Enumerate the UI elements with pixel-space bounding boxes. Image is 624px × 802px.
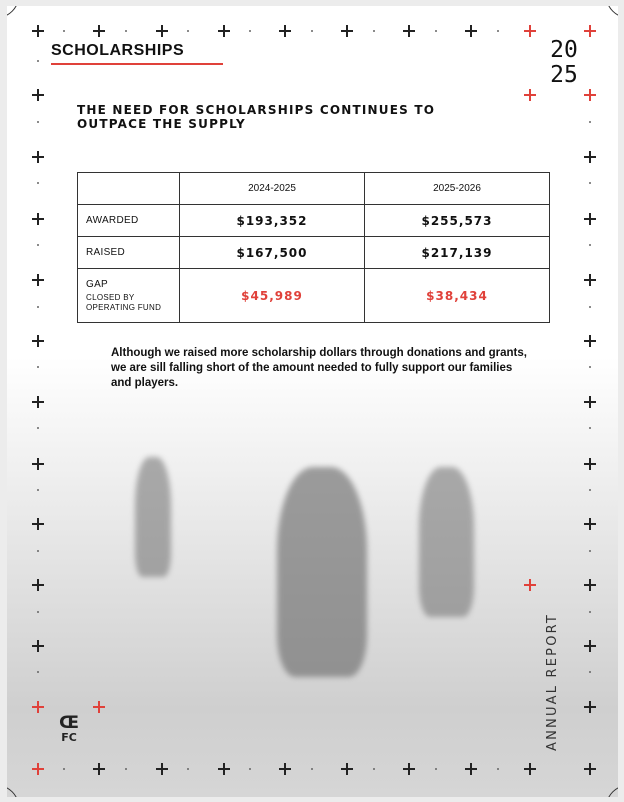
cross-mark [584, 151, 596, 163]
row-sublabel: CLOSED BY OPERATING FUND [86, 292, 162, 312]
guide-dot [37, 306, 39, 308]
guide-dot [37, 489, 39, 491]
guide-dot [589, 671, 591, 673]
cross-mark [584, 335, 596, 347]
table-row [78, 205, 550, 237]
table-header-row [78, 173, 550, 205]
cross-mark [32, 335, 44, 347]
guide-dot [311, 768, 313, 770]
cross-mark [32, 89, 44, 101]
guide-dot [589, 121, 591, 123]
row-label: AWARDED [78, 205, 180, 237]
year-bottom: 25 [550, 62, 578, 88]
table-cell: $193,352 [180, 205, 365, 237]
guide-dot [589, 427, 591, 429]
section-title-underline [51, 63, 223, 65]
report-year [547, 38, 581, 88]
guide-dot [37, 427, 39, 429]
cross-mark [465, 763, 477, 775]
guide-dot [589, 489, 591, 491]
cross-mark [403, 25, 415, 37]
cross-mark [584, 640, 596, 652]
row-label: RAISED [78, 237, 180, 269]
cross-mark [524, 579, 536, 591]
table-cell: $167,500 [180, 237, 365, 269]
cross-mark [156, 25, 168, 37]
guide-dot [373, 30, 375, 32]
report-page [7, 6, 618, 797]
guide-dot [37, 611, 39, 613]
guide-dot [187, 768, 189, 770]
guide-dot [37, 671, 39, 673]
guide-dot [63, 768, 65, 770]
guide-dot [589, 550, 591, 552]
cross-mark [584, 458, 596, 470]
cross-mark [32, 640, 44, 652]
guide-dot [37, 121, 39, 123]
corner-mark [7, 6, 19, 18]
cross-mark [584, 579, 596, 591]
table-cell: $38,434 [365, 269, 550, 323]
column-header: 2025-2026 [365, 173, 550, 205]
guide-dot [37, 60, 39, 62]
player-silhouette [419, 467, 474, 617]
cross-mark [32, 396, 44, 408]
page-headline: THE NEED FOR SCHOLARSHIPS CONTINUES TO OUTPACE THE SUPPLY [77, 103, 436, 131]
guide-dot [125, 30, 127, 32]
cross-mark [403, 763, 415, 775]
annual-report-label: ANNUAL REPORT [545, 612, 560, 751]
player-silhouette [135, 457, 171, 577]
club-logo [58, 714, 80, 744]
guide-dot [373, 768, 375, 770]
cross-mark [584, 89, 596, 101]
cross-mark [341, 763, 353, 775]
cross-mark [279, 763, 291, 775]
cross-mark [465, 25, 477, 37]
guide-dot [589, 182, 591, 184]
logo-mark: Œ [59, 713, 79, 733]
cross-mark [584, 274, 596, 286]
guide-dot [589, 306, 591, 308]
cross-mark [524, 763, 536, 775]
guide-dot [497, 30, 499, 32]
guide-dot [249, 768, 251, 770]
cross-mark [584, 763, 596, 775]
table-cell: $45,989 [180, 269, 365, 323]
cross-mark [156, 763, 168, 775]
corner-mark [606, 6, 618, 18]
guide-dot [589, 244, 591, 246]
cross-mark [32, 458, 44, 470]
body-paragraph: Although we raised more scholarship dollars through donations and grants, we are sill falling short of the amount needed to fully support our families and players. [111, 347, 527, 389]
table-corner-cell [78, 173, 180, 205]
guide-dot [249, 30, 251, 32]
guide-dot [37, 366, 39, 368]
guide-dot [589, 611, 591, 613]
guide-dot [311, 30, 313, 32]
row-label [78, 269, 180, 323]
guide-dot [37, 550, 39, 552]
cross-mark [218, 763, 230, 775]
cross-mark [32, 701, 44, 713]
cross-mark [584, 25, 596, 37]
cross-mark [584, 701, 596, 713]
background-photo [7, 357, 618, 797]
guide-dot [37, 244, 39, 246]
cross-mark [279, 25, 291, 37]
column-header: 2024-2025 [180, 173, 365, 205]
cross-mark [218, 25, 230, 37]
guide-dot [589, 366, 591, 368]
player-silhouette [277, 467, 367, 677]
guide-dot [187, 30, 189, 32]
cross-mark [32, 274, 44, 286]
cross-mark [524, 89, 536, 101]
cross-mark [341, 25, 353, 37]
cross-mark [93, 25, 105, 37]
row-label-text: GAP [86, 278, 109, 290]
table-cell: $217,139 [365, 237, 550, 269]
cross-mark [32, 763, 44, 775]
cross-mark [32, 213, 44, 225]
table-cell: $255,573 [365, 205, 550, 237]
year-top: 20 [550, 37, 578, 63]
cross-mark [32, 579, 44, 591]
table-row [78, 269, 550, 323]
guide-dot [497, 768, 499, 770]
cross-mark [32, 518, 44, 530]
cross-mark [584, 518, 596, 530]
cross-mark [32, 151, 44, 163]
guide-dot [37, 182, 39, 184]
cross-mark [93, 763, 105, 775]
cross-mark [524, 25, 536, 37]
scholarship-table [77, 172, 550, 323]
table-row [78, 237, 550, 269]
cross-mark [584, 396, 596, 408]
cross-mark [93, 701, 105, 713]
guide-dot [63, 30, 65, 32]
section-title: SCHOLARSHIPS [51, 42, 185, 59]
guide-dot [125, 768, 127, 770]
cross-mark [32, 25, 44, 37]
logo-letters: FC [61, 731, 77, 744]
guide-dot [435, 768, 437, 770]
cross-mark [584, 213, 596, 225]
guide-dot [435, 30, 437, 32]
